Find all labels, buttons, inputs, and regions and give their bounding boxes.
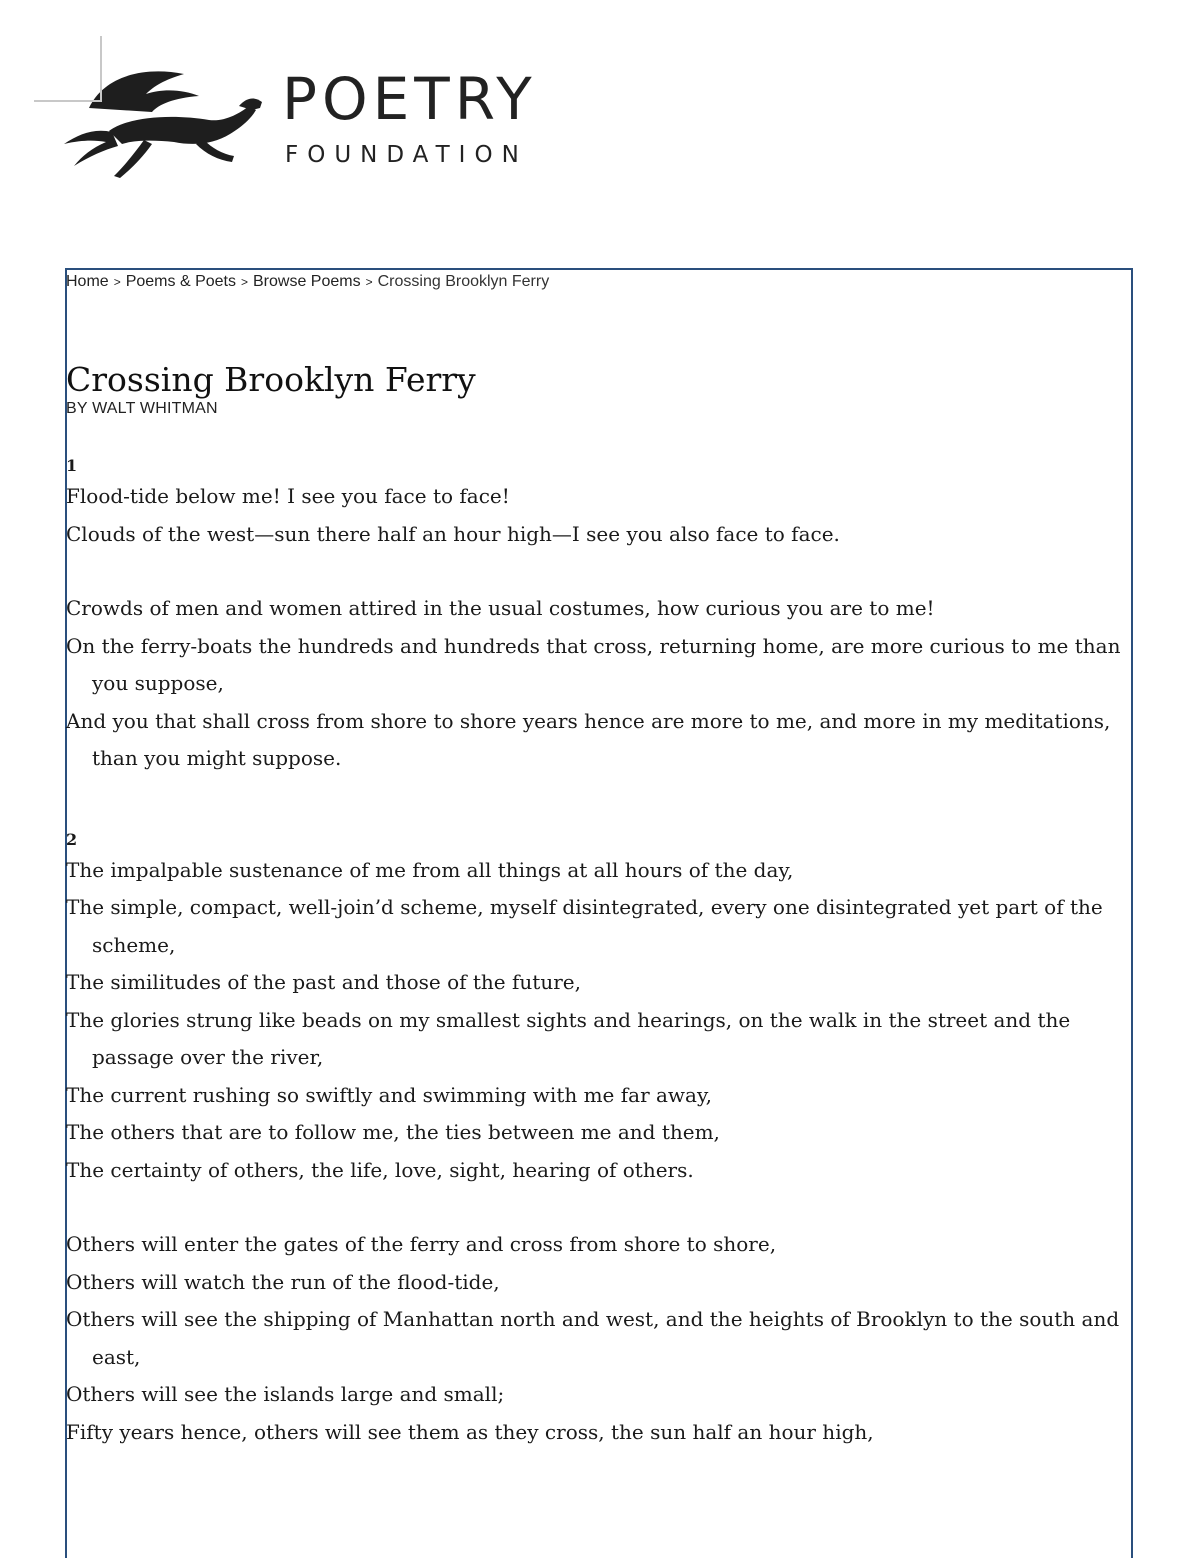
breadcrumb-poems-poets-link[interactable]: Poems & Poets xyxy=(125,273,236,290)
poem-line: And you that shall cross from shore to shore years hence are more to me, and more in my meditations, than you might suppose. xyxy=(66,708,1111,770)
breadcrumb xyxy=(66,270,1126,294)
poem-line: The others that are to follow me, the ties between me and them, xyxy=(66,1120,720,1144)
poem-line: Flood-tide below me! I see you face to face! xyxy=(66,484,510,508)
breadcrumb-home-link[interactable]: Home xyxy=(66,273,109,290)
pegasus-icon xyxy=(34,36,274,186)
poem-title: Crossing Brooklyn Ferry xyxy=(66,360,476,399)
stanza-break xyxy=(66,1189,1126,1226)
logo-text-poetry: POETRY xyxy=(282,65,537,133)
breadcrumb-separator: > xyxy=(240,275,248,289)
poem-line: Others will see the islands large and small; xyxy=(66,1382,505,1406)
poem-content xyxy=(66,270,1126,1451)
poem-byline[interactable] xyxy=(66,400,1126,418)
stanza xyxy=(66,1226,1126,1451)
stanza xyxy=(66,590,1126,778)
stanza xyxy=(66,478,1126,553)
breadcrumb-current: Crossing Brooklyn Ferry xyxy=(377,273,550,290)
breadcrumb-browse-poems-link[interactable]: Browse Poems xyxy=(253,273,361,290)
poem-line: On the ferry-boats the hundreds and hundreds that cross, returning home, are more curious to me than you suppose, xyxy=(66,633,1121,695)
crop-mark xyxy=(34,100,100,102)
poem-line: The current rushing so swiftly and swimming with me far away, xyxy=(66,1082,712,1107)
poem-line: Others will see the shipping of Manhattan north and west, and the heights of Brooklyn to the south and east, xyxy=(66,1307,1120,1369)
breadcrumb-separator: > xyxy=(365,275,373,289)
poem-line: Others will watch the run of the flood-tide, xyxy=(66,1269,500,1294)
poem-section xyxy=(66,454,1126,778)
breadcrumb-separator: > xyxy=(113,275,121,289)
stanza xyxy=(66,852,1126,1190)
poem-line: Fifty years hence, others will see them as they cross, the sun half an hour high, xyxy=(66,1419,874,1444)
author-link[interactable]: BY WALT WHITMAN xyxy=(66,400,218,417)
stanza-break xyxy=(66,553,1126,590)
section-number: 2 xyxy=(66,829,78,849)
poem-line: The impalpable sustenance of me from all things at all hours of the day, xyxy=(66,857,794,882)
poem-line: Clouds of the west—sun there half an hour high—I see you also face to face. xyxy=(66,521,840,546)
poem-line: Crowds of men and women attired in the usual costumes, how curious you are to me! xyxy=(66,596,935,620)
poem-line: The certainty of others, the life, love, sight, hearing of others. xyxy=(66,1157,694,1182)
poem-line: The glories strung like beads on my smallest sights and hearings, on the walk in the street and the passage over the river, xyxy=(66,1007,1071,1069)
crop-mark xyxy=(100,36,102,102)
poem-section xyxy=(66,828,1126,1452)
poem-line: The simple, compact, well-join’d scheme, myself disintegrated, every one disintegrated yet part of the scheme, xyxy=(66,895,1103,957)
section-number: 1 xyxy=(66,456,78,475)
poetry-foundation-logo[interactable] xyxy=(34,36,574,186)
logo-text-foundation: FOUNDATION xyxy=(285,142,528,168)
section-break xyxy=(66,778,1126,828)
poem-line: The similitudes of the past and those of the future, xyxy=(66,970,581,994)
poem-line: Others will enter the gates of the ferry and cross from shore to shore, xyxy=(66,1232,777,1256)
